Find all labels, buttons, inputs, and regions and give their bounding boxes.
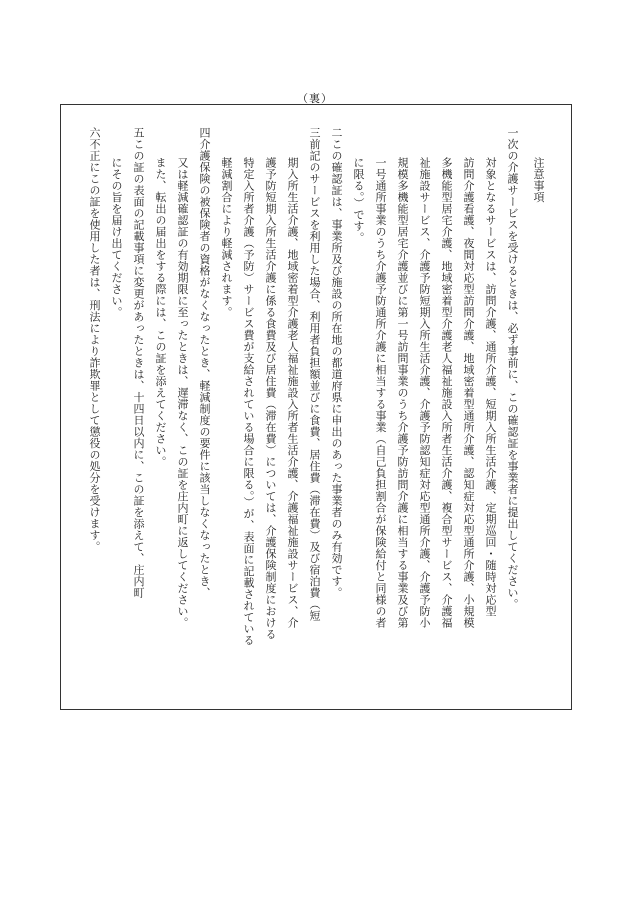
notice-item-number: 四 — [198, 127, 211, 139]
notice-item-continuation-line: 期入所生活介護、地域密着型介護老人福祉施設入所者生活介護、介護福祉施設サービス、介 — [286, 157, 299, 629]
notice-item-continuation-line: 特定入所者介護（予防）サービス費が支給されている場合に限る。）が、表面に記載されている — [242, 157, 255, 646]
notice-item-first-line — [193, 127, 215, 697]
notice-item-text: 不正にこの証を使用した者は、刑法により詐欺罪として懲役の処分を受けます。 — [88, 138, 101, 553]
notice-item-first-line — [127, 127, 149, 697]
notice-item-number: 五 — [132, 127, 145, 139]
notice-items — [83, 127, 523, 697]
notice-item-continuation-line: 対象となるサービスは、訪問介護、通所介護、短期入所生活介護、定期巡回・随時対応型 — [484, 157, 497, 617]
notice-item-continuation-line: 一号通所事業のうち介護予防通所介護に相当する事業（自己負担割合が保険給付と同様の者 — [374, 157, 387, 629]
notice-item-number: 三 — [308, 127, 321, 139]
notice-item-number: 二 — [330, 127, 343, 139]
notice-heading: 注意事項 — [532, 157, 545, 203]
notice-item-continuation-line: 護予防短期入所生活介護に係る食費及び居住費（滞在費）については、介護保険制度における — [264, 157, 277, 640]
notice-item-first-line — [325, 127, 347, 697]
notice-item-continuation-line: に限る。）です。 — [352, 157, 365, 244]
notice-item-continuation-line: 又は軽減確認証の有効期限に至ったときは、遅滞なく、この証を庄内町に返してください。 — [176, 157, 189, 629]
notice-frame — [60, 104, 572, 710]
notice-item-continuation-line: また、転出の届出をする際には、この証を添えてください。 — [154, 157, 167, 468]
notice-text — [83, 127, 549, 697]
notice-item-continuation-line: にその旨を届け出てください。 — [110, 157, 123, 318]
notice-item-continuation-line: 多機能型居宅介護、地域密着型介護老人福祉施設入所者生活介護、複合型サービス、介護福 — [440, 157, 453, 629]
notice-item-number: 六 — [88, 127, 101, 139]
notice-item-first-line — [303, 127, 325, 697]
notice-item-continuation-line: 規模多機能型居宅介護並びに第一号訪問事業のうち介護予防訪問介護に相当する事業及び第 — [396, 157, 409, 629]
notice-item-text: この確認証は、事業所及び施設の所在地の都道府県に申出のあった事業者のみ有効です。 — [330, 138, 343, 599]
notice-item-first-line — [501, 127, 523, 697]
notice-item-text: この証の表面の記載事項に変更があったときは、十四日以内に、この証を添えて、庄内町 — [132, 138, 145, 599]
notice-item-first-line — [83, 127, 105, 697]
notice-item-continuation-line: 軽減割合により軽減されます。 — [220, 157, 233, 318]
notice-item-number: 一 — [506, 127, 519, 139]
notice-item-continuation-line: 訪問介護看護、夜間対応型訪問介護、地域密着型通所介護、認知症対応型通所介護、小規模 — [462, 157, 475, 629]
notice-item-continuation-line: 祉施設サービス、介護予防短期入所生活介護、介護予防認知症対応型通所介護、介護予防小 — [418, 157, 431, 629]
notice-item-text: 次の介護サービスを受けるときは、必ず事前に、この確認証を事業者に提出してください。 — [506, 138, 519, 610]
notice-item-text: 介護保険の被保険者の資格がなくなったとき、軽減制度の要件に該当しなくなったとき、 — [198, 138, 211, 599]
page-side-label: （裏） — [297, 92, 333, 105]
notice-item-text: 前記のサービスを利用した場合、利用者負担額並びに食費、居住費（滞在費）及び宿泊費（短 — [308, 138, 321, 622]
